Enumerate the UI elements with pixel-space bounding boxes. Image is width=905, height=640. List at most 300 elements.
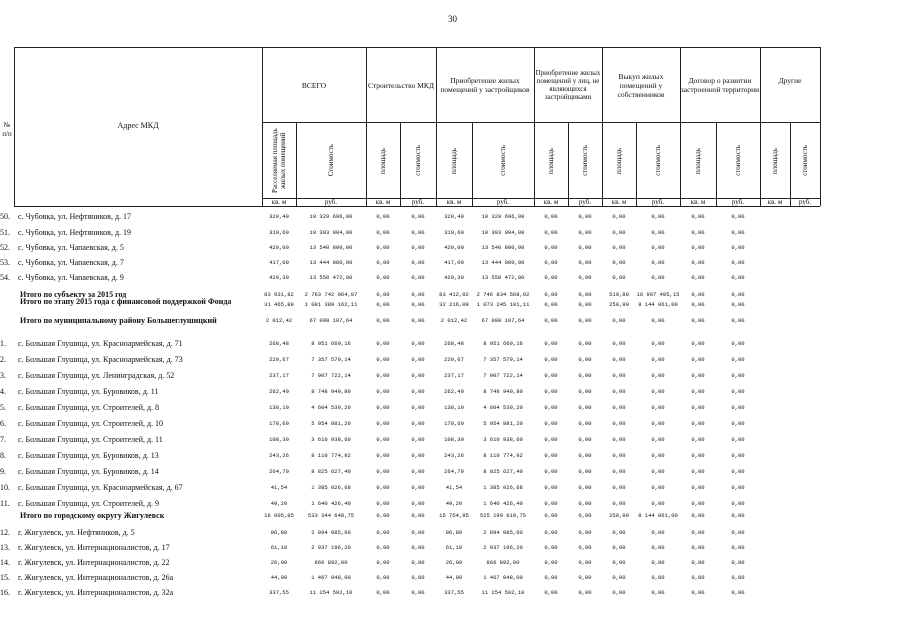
row-value: 0,00 — [691, 512, 705, 519]
row-value: 0,00 — [411, 484, 425, 491]
subheader-cost: стоимость — [581, 145, 589, 176]
row-value: 8 951 660,16 — [483, 340, 523, 347]
row-value: 0,00 — [578, 274, 592, 281]
row-value: 0,00 — [376, 529, 390, 536]
row-value: 13 550 472,00 — [309, 274, 353, 281]
row-value: 220,67 — [444, 356, 464, 363]
row-value: 49,20 — [270, 500, 288, 507]
row-value: 0,00 — [612, 559, 626, 566]
subheader-area: площадь — [379, 147, 387, 174]
row-number: 4. — [0, 387, 6, 396]
row-value: 83 412,02 — [439, 291, 469, 298]
row-value: 11 254 592,10 — [481, 589, 525, 596]
row-number: 8. — [0, 451, 6, 460]
row-value: 237,17 — [444, 372, 464, 379]
row-value: 0,00 — [612, 372, 626, 379]
row-address: Итого по субъекту за 2015 год — [20, 290, 127, 299]
row-value: 0,00 — [578, 512, 592, 519]
row-value: 0,00 — [612, 589, 626, 596]
row-value: 0,00 — [651, 574, 665, 581]
row-value: 0,00 — [411, 529, 425, 536]
row-value: 13 550 472,00 — [481, 274, 525, 281]
row-value: 0,00 — [544, 213, 558, 220]
row-value: 0,00 — [691, 340, 705, 347]
row-value: 2 894 085,60 — [311, 529, 351, 536]
row-value: 0,00 — [544, 436, 558, 443]
unit-label: кв. м — [543, 198, 559, 206]
row-value: 337,55 — [269, 589, 289, 596]
row-value: 519,80 — [609, 291, 629, 298]
row-value: 0,00 — [376, 484, 390, 491]
row-value: 26,00 — [445, 559, 463, 566]
row-value: 8 825 627,40 — [311, 468, 351, 475]
row-value: 420,00 — [269, 244, 289, 251]
row-value: 0,00 — [731, 404, 745, 411]
row-value: 0,00 — [651, 404, 665, 411]
row-value: 319,60 — [269, 229, 289, 236]
row-value: 0,00 — [544, 544, 558, 551]
row-value: 243,26 — [269, 452, 289, 459]
row-value: 13 444 080,00 — [481, 259, 525, 266]
row-value: 0,00 — [651, 244, 665, 251]
row-value: 0,00 — [578, 229, 592, 236]
row-value: 250,90 — [609, 512, 629, 519]
row-number: 2. — [0, 355, 6, 364]
row-value: 337,55 — [444, 589, 464, 596]
row-value: 0,00 — [578, 404, 592, 411]
row-value: 0,00 — [376, 274, 390, 281]
row-value: 0,00 — [651, 544, 665, 551]
row-value: 0,00 — [612, 574, 626, 581]
row-value: 49,20 — [445, 500, 463, 507]
row-value: 237,17 — [269, 372, 289, 379]
row-value: 0,00 — [411, 301, 425, 308]
row-value: 16 907 495,15 — [636, 291, 680, 298]
row-value: 86,80 — [445, 529, 463, 536]
row-address: Итого по этапу 2015 года с финансовой поддержкой Фонда — [20, 297, 232, 306]
row-value: 8 110 774,92 — [483, 452, 523, 459]
row-number: 3. — [0, 371, 6, 380]
row-address: с. Большая Глушица, ул. Буровиков, д. 14 — [18, 467, 159, 476]
row-value: 0,00 — [544, 291, 558, 298]
row-number: 51. — [0, 228, 10, 237]
row-value: 0,00 — [731, 544, 745, 551]
subheader-cost: стоимость — [654, 145, 662, 176]
row-value: 0,00 — [731, 229, 745, 236]
row-value: 0,00 — [651, 500, 665, 507]
row-value: 0,00 — [731, 301, 745, 308]
row-address: Итого по муниципальному району Большеглушицкий — [20, 316, 217, 325]
row-value: 0,00 — [411, 452, 425, 459]
subheader-area: площадь — [450, 147, 458, 174]
row-value: 0,00 — [544, 317, 558, 324]
row-value: 264,70 — [444, 468, 464, 475]
row-value: 0,00 — [376, 372, 390, 379]
row-value: 0,00 — [651, 589, 665, 596]
row-value: 0,00 — [376, 356, 390, 363]
row-value: 320,40 — [269, 213, 289, 220]
row-address: с. Чубовка, ул. Нефтяников, д. 19 — [18, 228, 132, 237]
row-value: 320,40 — [444, 213, 464, 220]
row-value: 0,00 — [411, 372, 425, 379]
row-value: 41,54 — [270, 484, 288, 491]
row-value: 0,00 — [612, 356, 626, 363]
row-value: 44,00 — [445, 574, 463, 581]
num-column-header: № п/п — [2, 121, 12, 138]
row-value: 0,00 — [376, 244, 390, 251]
row-number: 53. — [0, 258, 10, 267]
row-value: 0,00 — [612, 274, 626, 281]
row-value: 0,00 — [651, 213, 665, 220]
row-value: 0,00 — [411, 356, 425, 363]
group-header-construction: Строительство МКД — [367, 80, 435, 90]
row-value: 268,48 — [269, 340, 289, 347]
row-value: 0,00 — [612, 436, 626, 443]
subheader-cost: Стоимость — [327, 144, 335, 177]
row-value: 0,00 — [578, 484, 592, 491]
row-value: 0,00 — [578, 372, 592, 379]
row-value: 0,00 — [544, 500, 558, 507]
row-value: 3 610 938,60 — [311, 436, 351, 443]
row-value: 13 444 080,00 — [309, 259, 353, 266]
group-header-developers: Приобретение жилых помещений у застройщиков — [440, 76, 530, 94]
row-value: 0,00 — [376, 301, 390, 308]
row-number: 6. — [0, 419, 6, 428]
row-value: 0,00 — [578, 291, 592, 298]
row-value: 0,00 — [731, 259, 745, 266]
row-value: 525 199 919,75 — [479, 512, 527, 519]
row-value: 10 303 904,00 — [309, 229, 353, 236]
row-value: 0,00 — [691, 468, 705, 475]
row-value: 0,00 — [376, 468, 390, 475]
row-value: 0,00 — [691, 574, 705, 581]
group-header-other: Другие — [778, 75, 802, 85]
row-value: 1 385 026,68 — [311, 484, 351, 491]
subheader-relocated-area: Расселяемая площадь жилых помещений — [271, 128, 287, 193]
row-value: 262,40 — [444, 388, 464, 395]
row-value: 417,00 — [444, 259, 464, 266]
row-value: 0,00 — [578, 529, 592, 536]
row-address: с. Большая Глушица, ул. Строителей, д. 8 — [18, 403, 160, 412]
row-value: 0,00 — [411, 500, 425, 507]
row-value: 5 954 881,20 — [311, 420, 351, 427]
row-value: 0,00 — [544, 420, 558, 427]
row-value: 533 344 648,75 — [307, 512, 355, 519]
row-value: 0,00 — [376, 229, 390, 236]
row-value: 2 012,42 — [440, 317, 468, 324]
row-value: 0,00 — [731, 559, 745, 566]
row-value: 0,00 — [612, 388, 626, 395]
row-value: 0,00 — [691, 529, 705, 536]
row-number: 50. — [0, 212, 10, 221]
row-value: 866 892,00 — [314, 559, 348, 566]
row-value: 31 465,89 — [264, 301, 294, 308]
row-value: 0,00 — [651, 356, 665, 363]
row-value: 1 081 389 162,11 — [304, 301, 358, 308]
row-value: 420,00 — [444, 244, 464, 251]
row-value: 0,00 — [376, 574, 390, 581]
row-value: 2 012,42 — [265, 317, 293, 324]
row-value: 0,00 — [544, 589, 558, 596]
row-value: 0,00 — [544, 559, 558, 566]
row-value: 0,00 — [612, 229, 626, 236]
row-value: 61,10 — [445, 544, 463, 551]
row-value: 0,00 — [691, 388, 705, 395]
row-value: 0,00 — [731, 589, 745, 596]
row-value: 0,00 — [578, 244, 592, 251]
row-value: 0,00 — [651, 317, 665, 324]
row-value: 67 098 107,64 — [309, 317, 353, 324]
row-value: 13 540 800,00 — [309, 244, 353, 251]
row-value: 5 954 881,20 — [483, 420, 523, 427]
row-value: 0,00 — [411, 420, 425, 427]
row-value: 0,00 — [612, 500, 626, 507]
unit-label: кв. м — [271, 198, 287, 206]
row-value: 0,00 — [376, 544, 390, 551]
row-value: 0,00 — [578, 544, 592, 551]
row-value: 0,00 — [731, 500, 745, 507]
row-value: 220,67 — [269, 356, 289, 363]
subheader-cost: стоимость — [734, 145, 742, 176]
row-value: 0,00 — [578, 340, 592, 347]
row-value: 0,00 — [411, 213, 425, 220]
row-value: 420,30 — [269, 274, 289, 281]
row-value: 0,00 — [691, 259, 705, 266]
row-number: 54. — [0, 273, 10, 282]
row-value: 0,00 — [612, 452, 626, 459]
row-value: 0,00 — [411, 259, 425, 266]
row-value: 2 037 196,20 — [483, 544, 523, 551]
row-value: 0,00 — [731, 356, 745, 363]
row-address: с. Большая Глушица, ул. Буровиков, д. 13 — [18, 451, 159, 460]
unit-label: кв. м — [446, 198, 462, 206]
row-value: 0,00 — [376, 589, 390, 596]
subheader-cost: стоимость — [801, 145, 809, 176]
row-value: 8 144 061,00 — [638, 512, 678, 519]
row-value: 1 640 426,40 — [483, 500, 523, 507]
row-value: 0,00 — [544, 512, 558, 519]
row-value: 0,00 — [376, 404, 390, 411]
row-value: 8 748 940,80 — [483, 388, 523, 395]
row-value: 178,60 — [269, 420, 289, 427]
row-value: 0,00 — [731, 529, 745, 536]
row-value: 0,00 — [691, 213, 705, 220]
row-value: 0,00 — [578, 589, 592, 596]
unit-label: руб. — [496, 198, 510, 206]
row-value: 0,00 — [411, 544, 425, 551]
row-value: 0,00 — [731, 388, 745, 395]
row-value: 8 748 940,80 — [311, 388, 351, 395]
row-value: 0,00 — [612, 529, 626, 536]
row-value: 0,00 — [376, 388, 390, 395]
row-value: 2 763 742 064,07 — [304, 291, 358, 298]
row-value: 10 329 696,00 — [309, 213, 353, 220]
row-value: 0,00 — [651, 229, 665, 236]
unit-label: кв. м — [767, 198, 783, 206]
row-value: 0,00 — [612, 484, 626, 491]
row-value: 108,30 — [269, 436, 289, 443]
row-value: 0,00 — [731, 372, 745, 379]
row-address: г. Жигулевск, ул. Интернационалистов, д. 17 — [18, 543, 170, 552]
row-address: с. Большая Глушица, ул. Строителей, д. 11 — [18, 435, 163, 444]
row-value: 15 754,95 — [439, 512, 469, 519]
row-value: 0,00 — [731, 244, 745, 251]
row-address: с. Чубовка, ул. Чапаевская, д. 5 — [18, 243, 124, 252]
row-value: 0,00 — [578, 436, 592, 443]
row-value: 0,00 — [691, 484, 705, 491]
row-value: 0,00 — [376, 213, 390, 220]
row-value: 8 825 627,40 — [483, 468, 523, 475]
subheader-area: площадь — [694, 147, 702, 174]
row-value: 0,00 — [651, 372, 665, 379]
row-number: 12. — [0, 528, 10, 537]
row-value: 41,54 — [445, 484, 463, 491]
row-value: 0,00 — [651, 259, 665, 266]
row-address: Итого по городскому округу Жигулевск — [20, 511, 165, 520]
row-value: 7 357 579,14 — [483, 356, 523, 363]
row-value: 0,00 — [651, 452, 665, 459]
row-value: 0,00 — [731, 340, 745, 347]
row-value: 0,00 — [411, 244, 425, 251]
row-value: 13 540 800,00 — [481, 244, 525, 251]
row-value: 0,00 — [544, 259, 558, 266]
row-number: 52. — [0, 243, 10, 252]
row-number: 16. — [0, 588, 10, 597]
group-header-development-contract: Договор о развитии застроенной территории — [680, 76, 760, 94]
row-value: 8 951 660,16 — [311, 340, 351, 347]
row-value: 0,00 — [376, 291, 390, 298]
row-address: с. Большая Глушица, ул. Ленинградская, д. 52 — [18, 371, 175, 380]
row-value: 0,00 — [376, 259, 390, 266]
row-value: 0,00 — [691, 274, 705, 281]
row-value: 0,00 — [578, 317, 592, 324]
row-value: 0,00 — [691, 301, 705, 308]
row-value: 0,00 — [612, 420, 626, 427]
row-value: 0,00 — [544, 372, 558, 379]
unit-label: руб. — [798, 198, 812, 206]
row-value: 0,00 — [376, 317, 390, 324]
row-value: 178,60 — [444, 420, 464, 427]
row-value: 0,00 — [376, 500, 390, 507]
row-value: 866 892,00 — [486, 559, 520, 566]
row-value: 0,00 — [731, 420, 745, 427]
unit-label: кв. м — [375, 198, 391, 206]
row-number: 9. — [0, 467, 6, 476]
row-value: 0,00 — [544, 244, 558, 251]
row-value: 0,00 — [411, 404, 425, 411]
row-value: 0,00 — [731, 274, 745, 281]
row-value: 0,00 — [578, 574, 592, 581]
row-value: 0,00 — [411, 274, 425, 281]
row-value: 0,00 — [651, 468, 665, 475]
row-value: 0,00 — [691, 291, 705, 298]
row-value: 0,00 — [731, 452, 745, 459]
unit-label: кв. м — [611, 198, 627, 206]
row-value: 2 894 085,60 — [483, 529, 523, 536]
row-value: 0,00 — [731, 213, 745, 220]
row-value: 0,00 — [691, 372, 705, 379]
row-value: 243,26 — [444, 452, 464, 459]
row-value: 0,00 — [544, 301, 558, 308]
row-value: 0,00 — [691, 404, 705, 411]
row-address: г. Жигулевск, ул. Нефтяников, д. 5 — [18, 528, 135, 537]
row-value: 0,00 — [411, 436, 425, 443]
row-value: 0,00 — [691, 452, 705, 459]
row-address: с. Чубовка, ул. Чапаевская, д. 9 — [18, 273, 124, 282]
row-value: 26,00 — [270, 559, 288, 566]
row-value: 0,00 — [651, 436, 665, 443]
row-value: 268,48 — [444, 340, 464, 347]
row-value: 0,00 — [376, 559, 390, 566]
subheader-area: площадь — [771, 147, 779, 174]
row-value: 0,00 — [651, 529, 665, 536]
row-number: 1. — [0, 339, 6, 348]
row-number: 11. — [0, 499, 10, 508]
row-address: с. Большая Глушица, ул. Красноармейская, д. 67 — [18, 483, 183, 492]
unit-label: руб. — [324, 198, 338, 206]
row-value: 0,00 — [578, 356, 592, 363]
row-value: 0,00 — [544, 356, 558, 363]
row-value: 0,00 — [731, 574, 745, 581]
subheader-cost: стоимость — [499, 145, 507, 176]
row-value: 0,00 — [612, 244, 626, 251]
group-header-non-developers: Приобретение жилых помещений у лиц, не являющихся застройщиками — [535, 69, 601, 101]
row-value: 0,00 — [578, 468, 592, 475]
row-value: 1 073 245 101,11 — [476, 301, 530, 308]
row-value: 0,00 — [691, 436, 705, 443]
row-value: 0,00 — [691, 589, 705, 596]
row-value: 0,00 — [612, 340, 626, 347]
row-value: 420,30 — [444, 274, 464, 281]
row-address: с. Большая Глушица, ул. Красноармейская, д. 73 — [18, 355, 183, 364]
row-value: 0,00 — [731, 468, 745, 475]
row-address: с. Большая Глушица, ул. Строителей, д. 9 — [18, 499, 160, 508]
row-value: 86,80 — [270, 529, 288, 536]
row-value: 0,00 — [651, 388, 665, 395]
row-value: 0,00 — [578, 559, 592, 566]
row-value: 0,00 — [731, 291, 745, 298]
row-value: 0,00 — [691, 229, 705, 236]
row-value: 0,00 — [612, 468, 626, 475]
row-number: 13. — [0, 543, 10, 552]
group-header-buyout: Выкуп жилых помещений у собственников — [617, 71, 665, 99]
row-value: 0,00 — [411, 229, 425, 236]
row-value: 2 746 834 568,92 — [476, 291, 530, 298]
row-value: 0,00 — [411, 388, 425, 395]
row-value: 61,10 — [270, 544, 288, 551]
row-value: 0,00 — [376, 512, 390, 519]
row-value: 0,00 — [731, 436, 745, 443]
unit-label: руб. — [578, 198, 592, 206]
row-value: 0,00 — [691, 544, 705, 551]
row-value: 0,00 — [544, 229, 558, 236]
row-value: 0,00 — [544, 484, 558, 491]
row-value: 0,00 — [376, 340, 390, 347]
row-value: 0,00 — [691, 420, 705, 427]
row-value: 0,00 — [651, 340, 665, 347]
row-value: 1 467 048,00 — [483, 574, 523, 581]
row-value: 0,00 — [411, 574, 425, 581]
row-value: 0,00 — [651, 484, 665, 491]
row-value: 250,90 — [609, 301, 629, 308]
row-value: 16 005,85 — [264, 512, 294, 519]
row-value: 0,00 — [691, 244, 705, 251]
row-value: 4 604 530,20 — [483, 404, 523, 411]
row-value: 264,70 — [269, 468, 289, 475]
row-value: 4 604 530,20 — [311, 404, 351, 411]
row-value: 0,00 — [411, 291, 425, 298]
row-number: 5. — [0, 403, 6, 412]
